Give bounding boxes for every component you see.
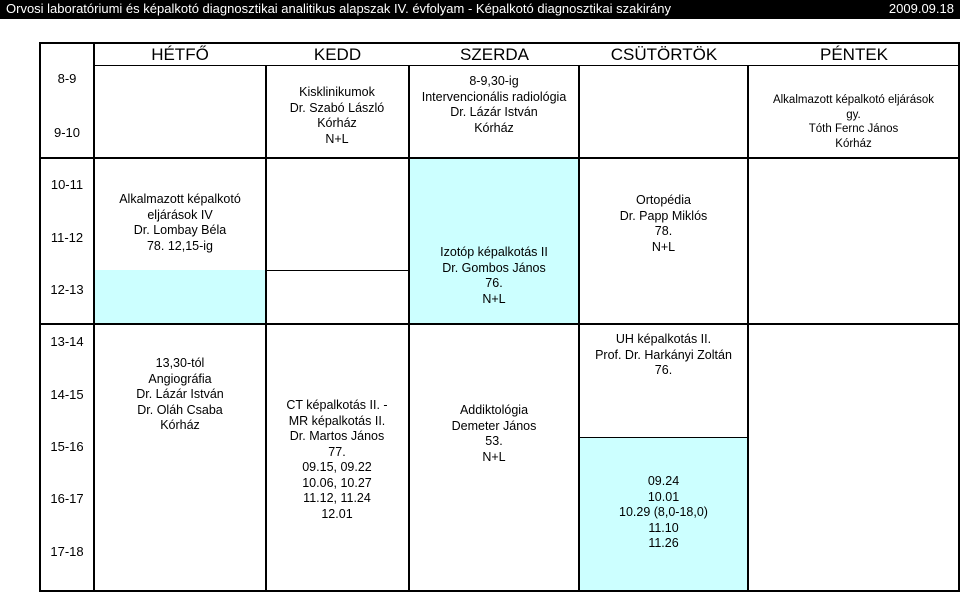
class-line: Ortopédia bbox=[636, 193, 691, 207]
class-line: 11.26 bbox=[648, 536, 679, 550]
day-header-tuesday: KEDD bbox=[313, 45, 362, 64]
time-label: 17-18 bbox=[50, 544, 84, 559]
class-line: Alkalmazott képalkotó eljárások bbox=[772, 94, 935, 106]
time-label: 8-9 bbox=[57, 71, 77, 86]
class-line: Kórház bbox=[474, 120, 514, 135]
class-line: N+L bbox=[651, 239, 676, 254]
class-line: 12.01 bbox=[321, 506, 353, 521]
class-line: 10.01 bbox=[647, 489, 680, 504]
grid-line bbox=[580, 437, 747, 438]
class-line: Addiktológia bbox=[459, 403, 529, 417]
class-block-ct-mr bbox=[266, 398, 408, 522]
class-block-intervencionalis bbox=[410, 74, 578, 136]
class-line: Demeter János bbox=[451, 418, 537, 433]
day-header-wednesday: SZERDA bbox=[460, 45, 529, 64]
class-line: Dr. Oláh Csaba bbox=[137, 402, 223, 417]
class-line: 77. bbox=[328, 444, 346, 459]
class-line: Alkalmazott képalkotó bbox=[119, 192, 241, 206]
class-line: Dr. Lázár István bbox=[450, 105, 538, 119]
class-line: 09.15, 09.22 bbox=[302, 460, 372, 474]
class-block-uh-dates bbox=[580, 474, 747, 552]
class-block-alkalmazott-iv bbox=[95, 192, 265, 254]
class-block-kisklinikumok bbox=[266, 85, 408, 147]
class-line: 76. bbox=[654, 363, 673, 377]
class-line: 11.10 bbox=[648, 520, 679, 535]
class-line: Dr. Lombay Béla bbox=[133, 223, 227, 237]
class-line: gy. bbox=[846, 108, 861, 121]
class-line: N+L bbox=[482, 449, 506, 464]
class-block-izotop bbox=[410, 245, 578, 307]
class-line: Kórház bbox=[160, 418, 200, 432]
class-line: Kisklinikumok bbox=[299, 85, 375, 99]
class-line: Tóth Fernc János bbox=[808, 123, 899, 135]
class-line: N+L bbox=[325, 131, 349, 146]
class-line: Dr. Papp Miklós bbox=[619, 208, 708, 223]
class-block-addiktologia bbox=[410, 403, 578, 465]
class-line: Dr. Lázár István bbox=[136, 387, 224, 401]
grid-line bbox=[39, 157, 960, 159]
class-line: 11.12, 11.24 bbox=[303, 491, 371, 505]
class-line: 10.06, 10.27 bbox=[302, 475, 372, 490]
class-line: Intervencionális radiológia bbox=[421, 89, 567, 104]
top-header-bar bbox=[0, 0, 960, 19]
class-line: 13,30-tól bbox=[155, 356, 205, 370]
day-header-friday: PÉNTEK bbox=[819, 45, 889, 64]
document-date: 2009.09.18 bbox=[888, 1, 954, 16]
day-header-thursday: CSÜTÖRTÖK bbox=[610, 45, 718, 64]
class-line: 78. bbox=[654, 224, 673, 238]
class-line: Prof. Dr. Harkányi Zoltán bbox=[595, 347, 732, 362]
time-label: 14-15 bbox=[50, 387, 84, 402]
time-label: 11-12 bbox=[50, 230, 84, 245]
class-block-uh bbox=[580, 332, 747, 379]
time-label: 15-16 bbox=[50, 439, 84, 454]
class-line: Dr. Szabó László bbox=[289, 100, 385, 115]
class-block-ortopedia bbox=[580, 193, 747, 255]
time-label: 9-10 bbox=[53, 125, 81, 140]
class-line: 09.24 bbox=[647, 474, 680, 488]
class-line: N+L bbox=[482, 291, 506, 306]
class-line: MR képalkotás II. bbox=[288, 413, 386, 428]
class-block-alkalmazott-gy bbox=[749, 93, 958, 151]
class-line: 53. bbox=[485, 434, 503, 448]
grid-line bbox=[39, 42, 960, 44]
class-line: UH képalkotás II. bbox=[615, 332, 712, 346]
class-block-angiografia bbox=[95, 356, 265, 434]
class-line: Kórház bbox=[317, 116, 357, 130]
class-line: Angiográfia bbox=[148, 371, 212, 386]
highlight-monday-12-13 bbox=[94, 270, 266, 324]
class-line: Izotóp képalkotás II bbox=[440, 245, 548, 259]
time-label: 10-11 bbox=[50, 177, 84, 192]
class-line: Dr. Gombos János bbox=[442, 260, 546, 275]
class-line: 8-9,30-ig bbox=[469, 74, 519, 88]
class-line: Dr. Martos János bbox=[289, 429, 385, 443]
day-header-monday: HÉTFŐ bbox=[151, 45, 209, 64]
time-label: 13-14 bbox=[50, 334, 84, 349]
class-line: Kórház bbox=[835, 137, 872, 150]
grid-line bbox=[408, 65, 410, 592]
grid-line bbox=[266, 270, 408, 271]
document-title: Orvosi laboratóriumi és képalkotó diagnosztikai analitikus alapszak IV. évfolyam - Képalkotó diagnosztikai szakirány bbox=[6, 1, 672, 16]
grid-line bbox=[39, 323, 960, 325]
grid-line bbox=[94, 65, 960, 66]
class-line: 76. bbox=[485, 276, 503, 290]
class-line: CT képalkotás II. - bbox=[286, 398, 388, 412]
class-line: 10.29 (8,0-18,0) bbox=[619, 505, 708, 519]
time-label: 16-17 bbox=[50, 491, 84, 506]
class-line: eljárások IV bbox=[147, 207, 213, 222]
time-label: 12-13 bbox=[50, 282, 84, 297]
grid-line bbox=[39, 590, 960, 592]
class-line: 78. 12,15-ig bbox=[146, 238, 214, 253]
